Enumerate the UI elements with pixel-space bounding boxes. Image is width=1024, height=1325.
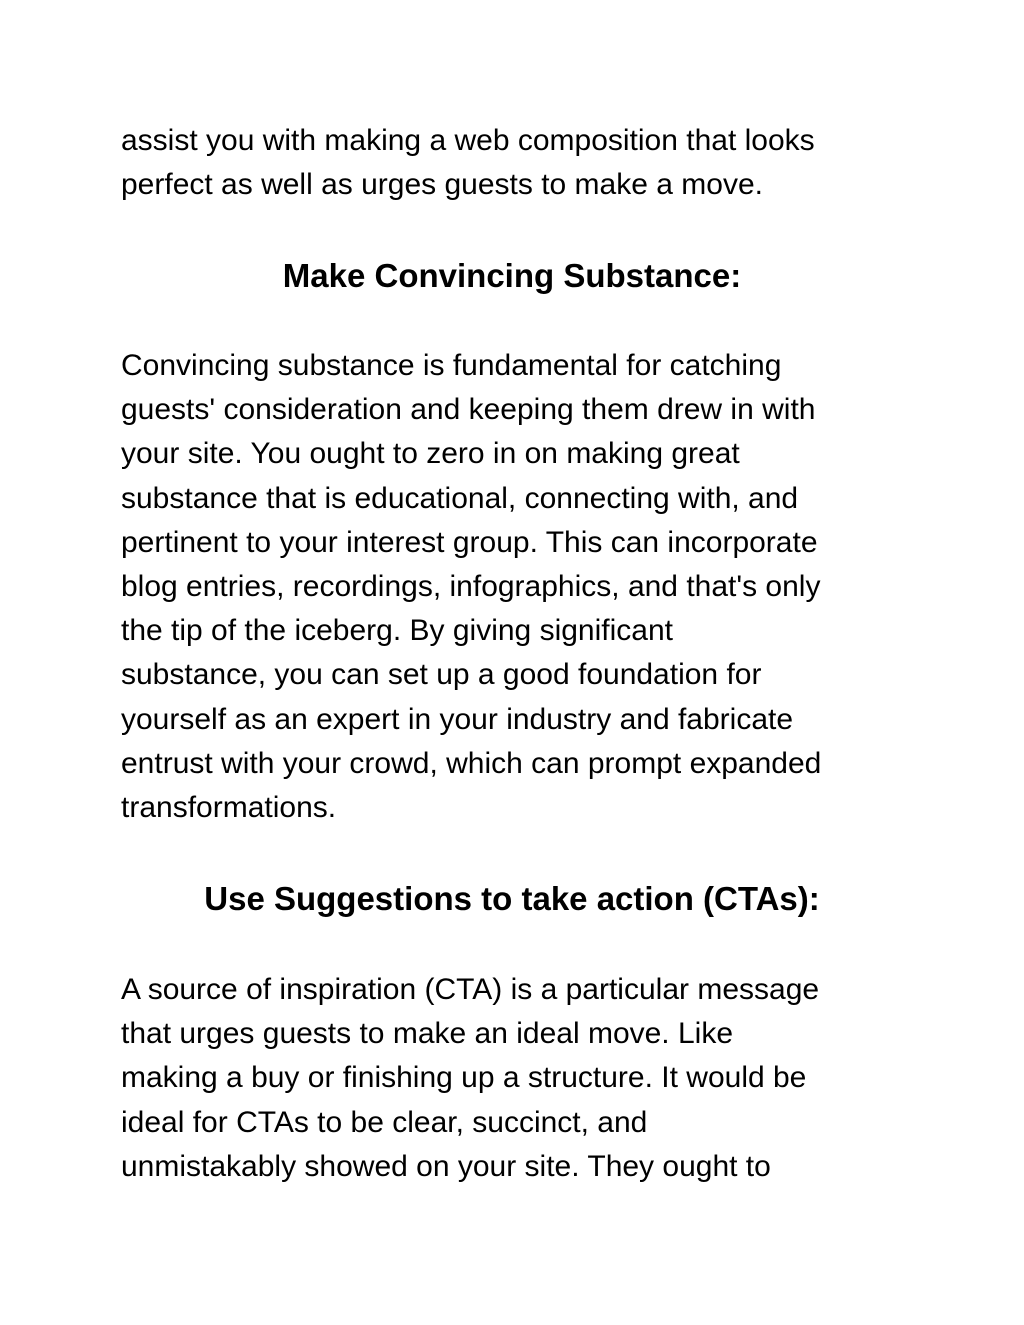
paragraph-line: substance, you can set up a good foundation for: [121, 658, 762, 692]
paragraph-line: transformations.: [121, 791, 337, 825]
paragraph-line: pertinent to your interest group. This can incorporate: [121, 525, 818, 559]
paragraph-line: assist you with making a web composition that looks: [121, 124, 815, 157]
section-heading-convincing-substance: Make Convincing Substance:: [282, 257, 742, 294]
paragraph-line: substance that is educational, connecting with, and: [121, 481, 799, 515]
section-heading-ctas: Use Suggestions to take action (CTAs):: [204, 880, 820, 917]
paragraph-line: the tip of the iceberg. By giving significant: [121, 614, 673, 648]
paragraph-line: yourself as an expert in your industry and fabricate: [121, 702, 794, 736]
paragraph-line: making a buy or finishing up a structure. It would be: [121, 1061, 807, 1095]
cta-paragraph: [121, 968, 921, 1189]
paragraph-line: A source of inspiration (CTA) is a particular message: [121, 973, 820, 1006]
paragraph-line: guests' consideration and keeping them drew in with: [121, 393, 816, 427]
paragraph-line: perfect as well as urges guests to make a move.: [121, 168, 763, 202]
paragraph-line: unmistakably showed on your site. They ought to: [121, 1149, 771, 1183]
intro-paragraph: [121, 119, 921, 207]
paragraph-line: entrust with your crowd, which can prompt expanded: [121, 746, 822, 780]
paragraph-line: ideal for CTAs to be clear, succinct, and: [121, 1105, 648, 1139]
paragraph-line: blog entries, recordings, infographics, and that's only: [121, 570, 821, 604]
paragraph-line: that urges guests to make an ideal move. Like: [121, 1017, 734, 1051]
convincing-substance-paragraph: [121, 344, 921, 830]
paragraph-line: your site. You ought to zero in on making great: [121, 437, 740, 471]
paragraph-line: Convincing substance is fundamental for catching: [121, 349, 782, 382]
